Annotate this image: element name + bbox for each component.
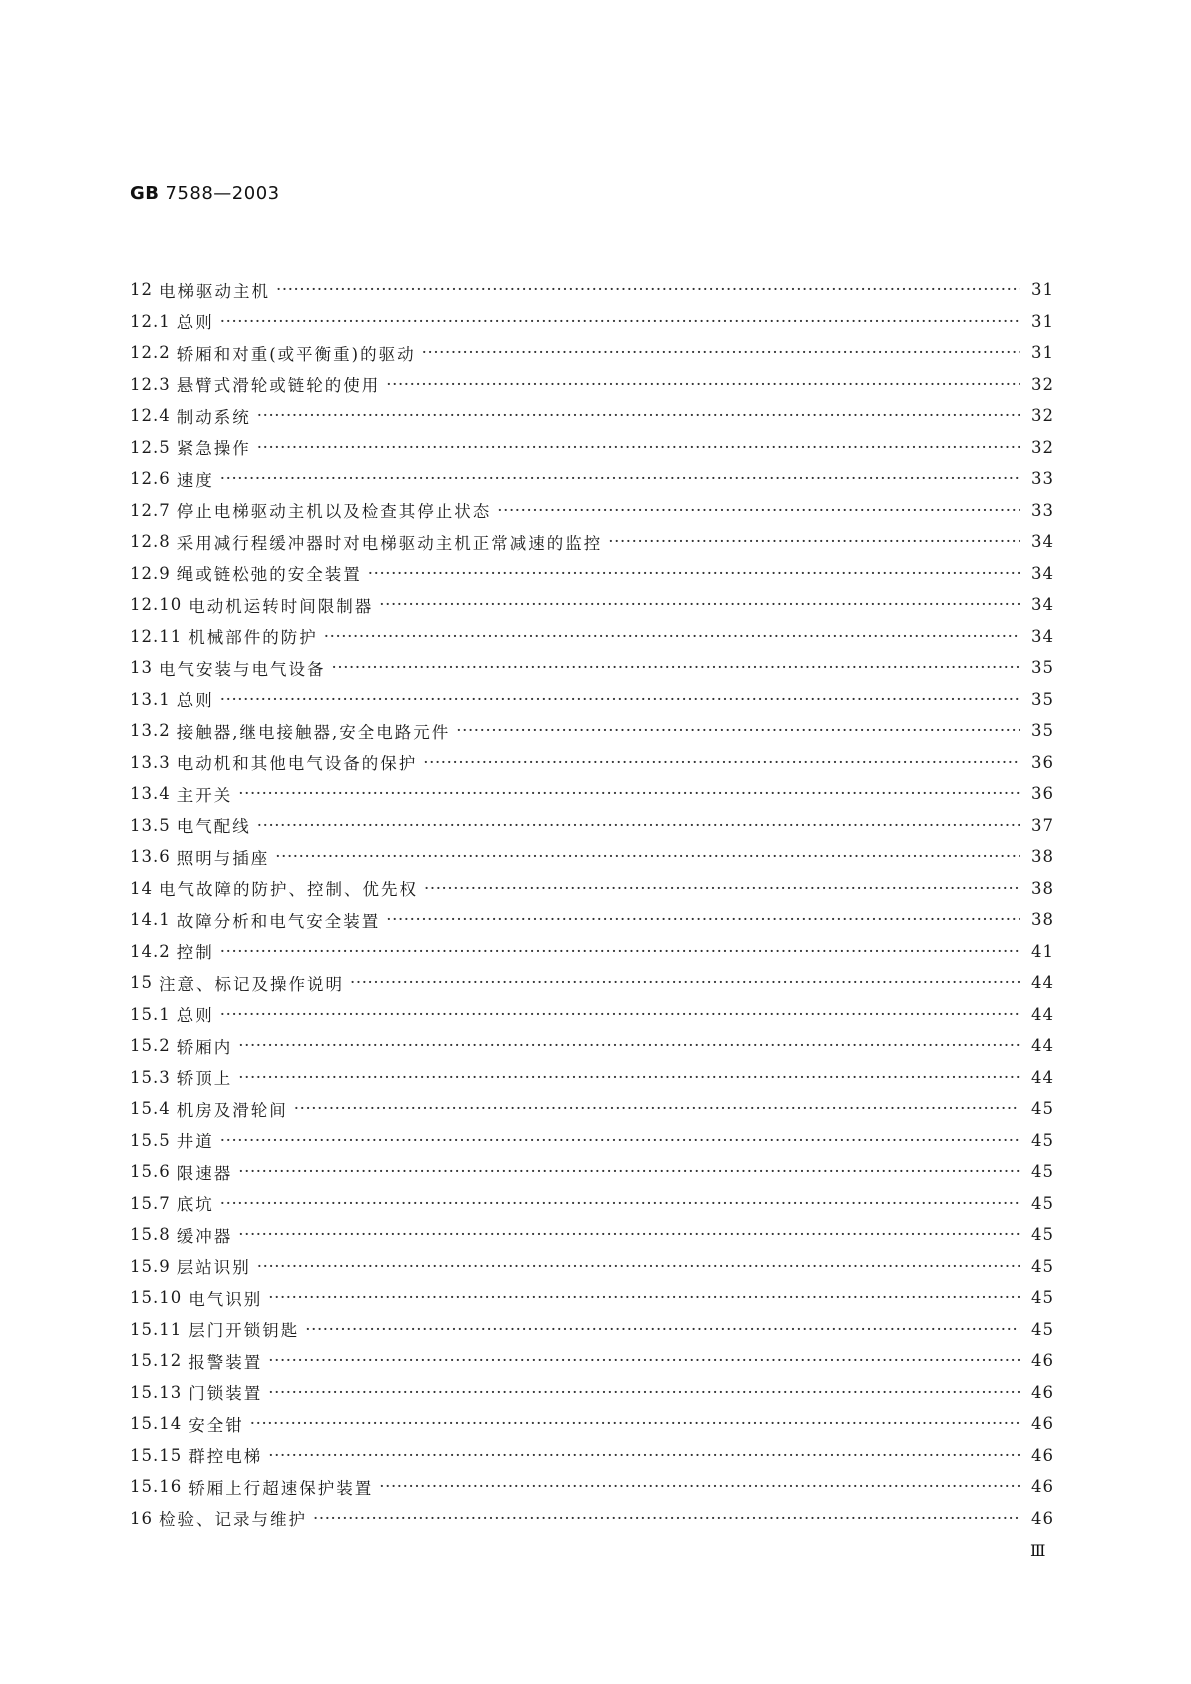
toc-entry-number: 15.1 (130, 1004, 171, 1024)
toc-dot-leader (422, 343, 1020, 362)
toc-dot-leader (350, 973, 1020, 992)
toc-entry (130, 810, 1054, 842)
toc-entry-page: 32 (1031, 437, 1054, 457)
toc-entry-number: 15.15 (130, 1445, 183, 1465)
toc-entry-number: 12.6 (130, 469, 171, 489)
toc-entry-title: 总则 (176, 691, 214, 711)
toc-entry-title: 井道 (176, 1132, 214, 1152)
toc-entry (130, 652, 1054, 684)
toc-entry-number: 15.16 (130, 1477, 183, 1497)
toc-entry-title: 轿顶上 (176, 1069, 233, 1089)
toc-entry (130, 904, 1054, 936)
toc-dot-leader (275, 847, 1020, 866)
toc-entry-page: 33 (1031, 469, 1054, 489)
toc-entry-number: 12.4 (130, 406, 171, 426)
toc-dot-leader (379, 1477, 1020, 1496)
toc-dot-leader (379, 595, 1020, 614)
toc-entry (130, 337, 1054, 369)
toc-entry (130, 1030, 1054, 1062)
toc-entry-title: 群控电梯 (188, 1447, 263, 1467)
toc-entry-number: 15.5 (130, 1130, 171, 1150)
toc-entry-number: 15.14 (130, 1414, 183, 1434)
toc-entry-page: 46 (1031, 1445, 1054, 1465)
toc-entry-number: 12.7 (130, 500, 171, 520)
toc-entry (130, 1440, 1054, 1472)
toc-entry (130, 684, 1054, 716)
toc-dot-leader (220, 469, 1020, 488)
toc-entry-title: 注意、标记及操作说明 (159, 974, 344, 994)
toc-entry-title: 轿厢和对重(或平衡重)的驱动 (176, 344, 416, 364)
toc-dot-leader (238, 1225, 1020, 1244)
toc-dot-leader (250, 1414, 1020, 1433)
toc-entry-page: 45 (1031, 1256, 1054, 1276)
toc-entry-page: 45 (1031, 1193, 1054, 1213)
toc-entry (130, 400, 1054, 432)
toc-entry-title: 绳或链松弛的安全装置 (176, 565, 362, 585)
toc-entry (130, 1062, 1054, 1094)
toc-entry (130, 715, 1054, 747)
toc-entry-title: 检验、记录与维护 (159, 1510, 307, 1530)
toc-entry-page: 45 (1031, 1099, 1054, 1119)
toc-entry-title: 轿厢上行超速保护装置 (188, 1478, 374, 1498)
toc-entry-number: 15.10 (130, 1288, 183, 1308)
toc-dot-leader (324, 627, 1020, 646)
toc-entry-number: 14.1 (130, 910, 171, 930)
toc-entry-page: 31 (1031, 280, 1054, 300)
toc-entry (130, 778, 1054, 810)
toc-entry-title: 层门开锁钥匙 (188, 1321, 300, 1341)
toc-entry-title: 控制 (176, 943, 214, 963)
toc-entry (130, 1251, 1054, 1283)
toc-entry-page: 44 (1031, 1004, 1054, 1024)
toc-entry-number: 12.3 (130, 374, 171, 394)
toc-entry-title: 安全钳 (188, 1415, 244, 1435)
toc-entry-title: 轿厢内 (176, 1037, 233, 1057)
toc-entry-page: 46 (1031, 1351, 1054, 1371)
toc-dot-leader (456, 721, 1020, 740)
toc-entry-page: 46 (1031, 1414, 1054, 1434)
toc-entry (130, 1188, 1054, 1220)
toc-dot-leader (268, 1351, 1020, 1370)
toc-entry-page: 34 (1031, 626, 1054, 646)
toc-entry (130, 589, 1054, 621)
toc-entry-title: 总则 (176, 313, 214, 333)
standard-number: 7588—2003 (165, 183, 280, 204)
toc-dot-leader (313, 1509, 1020, 1528)
toc-entry (130, 1093, 1054, 1125)
toc-dot-leader (238, 1162, 1020, 1181)
toc-dot-leader (220, 312, 1020, 331)
toc-dot-leader (257, 1257, 1020, 1276)
toc-entry-page: 46 (1031, 1508, 1054, 1528)
toc-entry-number: 15.6 (130, 1162, 171, 1182)
toc-entry (130, 999, 1054, 1031)
toc-entry-title: 层站识别 (176, 1258, 251, 1278)
toc-entry-number: 12.1 (130, 311, 171, 331)
toc-entry-number: 15.4 (130, 1099, 171, 1119)
toc-entry-page: 37 (1031, 815, 1054, 835)
toc-entry-number: 15.2 (130, 1036, 171, 1056)
toc-dot-leader (220, 1194, 1020, 1213)
toc-dot-leader (294, 1099, 1020, 1118)
toc-entry (130, 1156, 1054, 1188)
toc-dot-leader (497, 501, 1020, 520)
toc-entry-page: 34 (1031, 595, 1054, 615)
toc-entry-title: 电动机和其他电气设备的保护 (176, 754, 418, 774)
toc-entry-page: 38 (1031, 910, 1054, 930)
toc-dot-leader (257, 438, 1020, 457)
toc-dot-leader (238, 1068, 1020, 1087)
toc-entry-number: 13.5 (130, 815, 171, 835)
toc-entry (130, 841, 1054, 873)
toc-entry-number: 13.1 (130, 689, 171, 709)
standard-prefix: GB (130, 183, 160, 204)
toc-entry-number: 15.7 (130, 1193, 171, 1213)
toc-entry-page: 45 (1031, 1288, 1054, 1308)
toc-entry-number: 13.2 (130, 721, 171, 741)
toc-entry-title: 故障分析和电气安全装置 (176, 911, 381, 931)
toc-entry (130, 1377, 1054, 1409)
toc-entry-number: 15.13 (130, 1382, 183, 1402)
toc-entry (130, 1282, 1054, 1314)
toc-entry-title: 机械部件的防护 (188, 628, 318, 648)
toc-entry-page: 45 (1031, 1319, 1054, 1339)
toc-entry-page: 44 (1031, 973, 1054, 993)
toc-entry-number: 12.9 (130, 563, 171, 583)
table-of-contents (130, 274, 1054, 1534)
toc-dot-leader (423, 753, 1020, 772)
toc-dot-leader (220, 942, 1020, 961)
toc-entry (130, 936, 1054, 968)
toc-entry (130, 463, 1054, 495)
toc-entry-title: 电气识别 (188, 1289, 263, 1309)
toc-entry-number: 12.2 (130, 343, 171, 363)
toc-entry-page: 34 (1031, 563, 1054, 583)
toc-entry-number: 13.3 (130, 752, 171, 772)
toc-dot-leader (276, 280, 1020, 299)
toc-entry (130, 621, 1054, 653)
toc-entry-number: 12.10 (130, 595, 183, 615)
toc-entry-title: 电气安装与电气设备 (159, 659, 326, 679)
toc-entry (130, 1471, 1054, 1503)
toc-entry-title: 电气故障的防护、控制、优先权 (159, 880, 418, 900)
toc-entry-title: 机房及滑轮间 (176, 1100, 288, 1120)
toc-dot-leader (257, 406, 1020, 425)
toc-entry-title: 门锁装置 (188, 1384, 263, 1404)
toc-entry-page: 41 (1031, 941, 1054, 961)
toc-dot-leader (238, 784, 1020, 803)
toc-dot-leader (386, 910, 1020, 929)
toc-entry-page: 34 (1031, 532, 1054, 552)
toc-entry-number: 16 (130, 1508, 153, 1528)
toc-entry-title: 总则 (176, 1006, 214, 1026)
toc-entry-page: 44 (1031, 1036, 1054, 1056)
toc-dot-leader (220, 1131, 1020, 1150)
toc-entry-title: 主开关 (176, 785, 233, 805)
toc-entry (130, 432, 1054, 464)
toc-entry-page: 45 (1031, 1130, 1054, 1150)
toc-entry (130, 369, 1054, 401)
toc-entry-number: 15.9 (130, 1256, 171, 1276)
toc-entry (130, 526, 1054, 558)
toc-entry-title: 采用减行程缓冲器时对电梯驱动主机正常减速的监控 (176, 533, 603, 553)
toc-entry-page: 45 (1031, 1225, 1054, 1245)
toc-dot-leader (268, 1446, 1020, 1465)
toc-entry-page: 44 (1031, 1067, 1054, 1087)
toc-entry-title: 速度 (176, 470, 214, 490)
toc-dot-leader (257, 816, 1020, 835)
toc-entry (130, 967, 1054, 999)
toc-entry-page: 36 (1031, 784, 1054, 804)
toc-entry-number: 13 (130, 658, 153, 678)
toc-entry (130, 873, 1054, 905)
toc-dot-leader (268, 1383, 1020, 1402)
toc-entry-page: 31 (1031, 343, 1054, 363)
toc-entry-page: 45 (1031, 1162, 1054, 1182)
toc-entry-page: 38 (1031, 878, 1054, 898)
toc-entry (130, 306, 1054, 338)
toc-entry-title: 限速器 (176, 1163, 233, 1183)
toc-entry-page: 46 (1031, 1382, 1054, 1402)
toc-entry-page: 31 (1031, 311, 1054, 331)
toc-entry-page: 32 (1031, 406, 1054, 426)
toc-dot-leader (268, 1288, 1020, 1307)
toc-entry-number: 15.11 (130, 1319, 183, 1339)
toc-entry (130, 747, 1054, 779)
toc-entry-page: 35 (1031, 658, 1054, 678)
toc-entry (130, 1503, 1054, 1535)
toc-entry (130, 1345, 1054, 1377)
toc-entry (130, 1314, 1054, 1346)
toc-entry-title: 照明与插座 (176, 848, 270, 868)
toc-entry-title: 紧急操作 (176, 439, 251, 459)
toc-entry-page: 46 (1031, 1477, 1054, 1497)
toc-entry-title: 停止电梯驱动主机以及检查其停止状态 (176, 502, 492, 522)
toc-entry-number: 12 (130, 280, 153, 300)
toc-entry-title: 底坑 (176, 1195, 214, 1215)
toc-entry-number: 15.3 (130, 1067, 171, 1087)
toc-dot-leader (220, 690, 1020, 709)
toc-entry-number: 12.11 (130, 626, 183, 646)
toc-dot-leader (608, 532, 1020, 551)
toc-entry-title: 报警装置 (188, 1352, 263, 1372)
toc-entry-number: 14 (130, 878, 153, 898)
toc-entry-number: 12.5 (130, 437, 171, 457)
toc-entry-page: 35 (1031, 689, 1054, 709)
toc-entry-number: 13.6 (130, 847, 171, 867)
page-folio: Ⅲ (1030, 1541, 1046, 1560)
toc-dot-leader (305, 1320, 1020, 1339)
toc-entry-title: 电梯驱动主机 (159, 281, 270, 301)
toc-entry-title: 电气配线 (176, 817, 251, 837)
toc-entry-number: 13.4 (130, 784, 171, 804)
toc-entry (130, 558, 1054, 590)
toc-dot-leader (220, 1005, 1020, 1024)
toc-dot-leader (424, 879, 1020, 898)
toc-entry-page: 35 (1031, 721, 1054, 741)
toc-entry (130, 495, 1054, 527)
toc-entry (130, 1408, 1054, 1440)
toc-dot-leader (368, 564, 1020, 583)
toc-entry (130, 1125, 1054, 1157)
toc-dot-leader (332, 658, 1021, 677)
toc-entry-title: 缓冲器 (176, 1226, 233, 1246)
toc-entry (130, 1219, 1054, 1251)
toc-entry-number: 15.8 (130, 1225, 171, 1245)
toc-entry-page: 33 (1031, 500, 1054, 520)
toc-entry-number: 14.2 (130, 941, 171, 961)
toc-entry-number: 12.8 (130, 532, 171, 552)
toc-entry-title: 接触器,继电接触器,安全电路元件 (176, 722, 451, 742)
toc-dot-leader (238, 1036, 1020, 1055)
toc-entry-page: 36 (1031, 752, 1054, 772)
toc-entry (130, 274, 1054, 306)
toc-entry-number: 15.12 (130, 1351, 183, 1371)
toc-entry-number: 15 (130, 973, 153, 993)
page-header (130, 183, 280, 204)
toc-dot-leader (386, 375, 1020, 394)
toc-entry-title: 悬臂式滑轮或链轮的使用 (176, 376, 381, 396)
toc-entry-title: 电动机运转时间限制器 (188, 596, 374, 616)
toc-entry-page: 32 (1031, 374, 1054, 394)
toc-entry-page: 38 (1031, 847, 1054, 867)
toc-entry-title: 制动系统 (176, 407, 251, 427)
